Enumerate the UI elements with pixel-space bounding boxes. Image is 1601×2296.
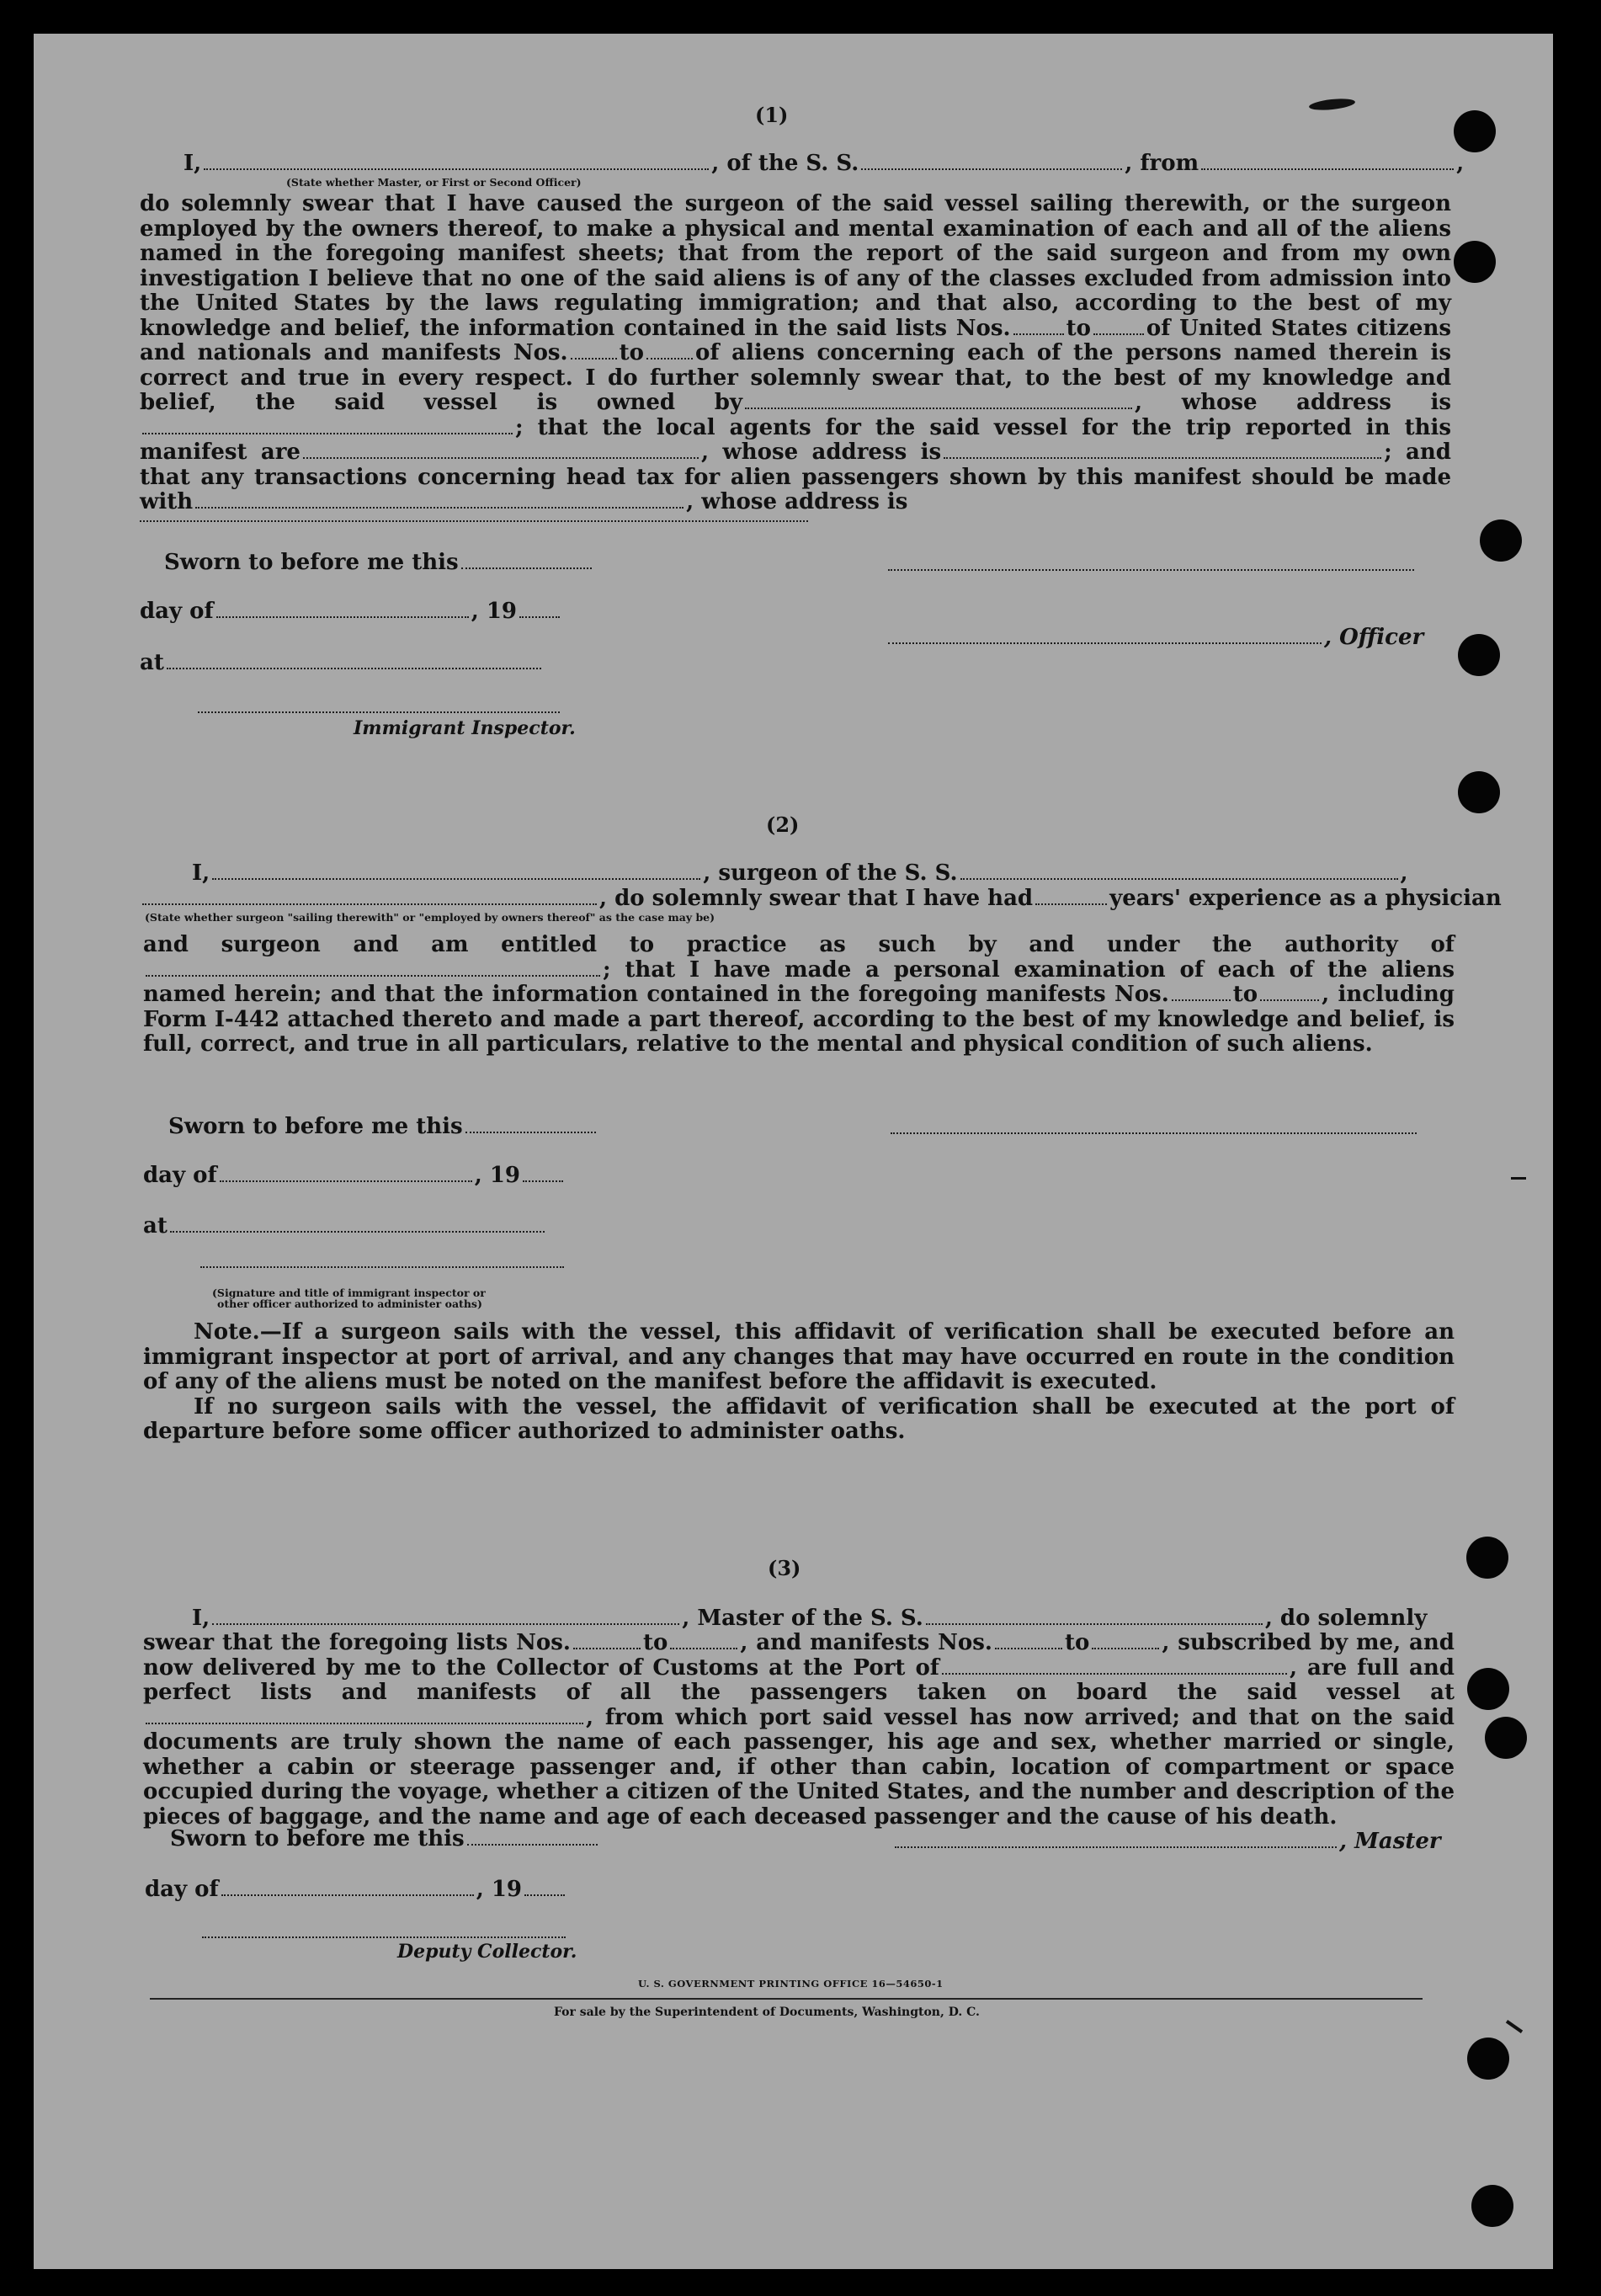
- sec1-to2-label: to: [619, 340, 644, 365]
- sec3-lists-from-field[interactable]: [573, 1641, 641, 1649]
- sec3-vessel-name-field[interactable]: [926, 1617, 1263, 1625]
- sec3-port-field[interactable]: [942, 1666, 1287, 1675]
- sec1-officer-line: [886, 626, 1423, 650]
- sec3-sworn-line: [170, 1827, 600, 1851]
- sec2-years-field[interactable]: [1035, 897, 1107, 905]
- sec2-day-line: [143, 1164, 566, 1188]
- sec3-day-line: [145, 1878, 567, 1902]
- sec1-owner-field[interactable]: [745, 401, 1132, 409]
- sec3-to-label: to: [642, 1630, 668, 1655]
- ink-smudge: [1511, 1177, 1526, 1180]
- binder-hole: [1485, 1717, 1527, 1759]
- sec1-inspector-label: Immigrant Inspector.: [354, 717, 576, 739]
- sec2-manifests-to-field[interactable]: [1260, 993, 1319, 1001]
- sec1-lists-from-field[interactable]: [1013, 327, 1064, 335]
- sec1-whose-address-is: whose address is: [722, 439, 942, 465]
- sec2-year-label: , 19: [474, 1163, 521, 1188]
- sec3-are-full: , are full and perfect lists and manifests of all the passengers taken on board the said vessel at: [143, 1654, 1455, 1705]
- sec2-day-of-label: day of: [143, 1163, 217, 1188]
- sec1-lists-to-field[interactable]: [1093, 327, 1144, 335]
- sec2-signature-field[interactable]: [891, 1131, 1417, 1134]
- sec2-sig-note-2: other officer authorized to administer oaths): [217, 1297, 482, 1310]
- sec3-body: [143, 1631, 1455, 1830]
- binder-hole: [1454, 241, 1496, 283]
- sec1-comma: ,: [1456, 151, 1465, 176]
- sec2-surgeon-status-field[interactable]: [142, 897, 597, 905]
- sec2-note: [143, 1320, 1455, 1445]
- sec2-inspector-signature-field[interactable]: [200, 1265, 564, 1268]
- sec1-head-tax-field[interactable]: [195, 500, 683, 509]
- sec2-comma: ,: [1400, 860, 1408, 886]
- sec3-master-of-label: , Master of the S. S.: [682, 1606, 923, 1631]
- sec3-sworn-label: Sworn to before me this: [170, 1826, 465, 1851]
- sec2-vessel-name-field[interactable]: [960, 871, 1398, 880]
- sec2-note-p2: If no surgeon sails with the vessel, the affidavit of verification shall be executed at the port of departure before some officer authorized to administer oaths.: [143, 1393, 1455, 1444]
- sec3-manifests-from-field[interactable]: [995, 1641, 1062, 1649]
- sec1-signature-field[interactable]: [888, 567, 1414, 571]
- sec1-officer-signature-field[interactable]: [888, 636, 1322, 644]
- sec2-manifests-from-field[interactable]: [1172, 993, 1231, 1001]
- sec1-body-e: ; and that any transactions concerning head tax for alien passengers shown by this manifest should be made with: [140, 439, 1451, 514]
- sec1-vessel-name-field[interactable]: [861, 162, 1122, 170]
- binder-hole: [1454, 110, 1496, 152]
- sec3-master-signature-field[interactable]: [895, 1840, 1337, 1848]
- sec2-authority-field[interactable]: [146, 968, 600, 977]
- sec3-deputy-signature-field[interactable]: [202, 1935, 566, 1938]
- form-sheet: [34, 34, 1553, 2269]
- sec1-body-d: that the local agents for the said vessel for the trip reported in this manifest are: [140, 414, 1451, 465]
- sec2-surgeon-of-label: , surgeon of the S. S.: [703, 860, 958, 886]
- sec1-day-month-field[interactable]: [216, 610, 469, 618]
- sec1-to-label: to: [1066, 315, 1091, 341]
- sec3-day-of-label: day of: [145, 1877, 219, 1902]
- sec1-sworn-label: Sworn to before me this: [164, 550, 459, 575]
- sec3-body-a: swear that the foregoing lists Nos.: [143, 1630, 571, 1655]
- sec3-year-field[interactable]: [524, 1888, 565, 1896]
- sec3-and-manifests: , and manifests Nos.: [740, 1630, 992, 1655]
- sec3-master-line: [892, 1830, 1441, 1854]
- sec1-owner-address-field[interactable]: [142, 426, 513, 434]
- binder-hole: [1480, 519, 1522, 562]
- sec3-embark-port-field[interactable]: [146, 1716, 583, 1724]
- sec1-of-ss-label: , of the S. S.: [711, 151, 859, 176]
- sec1-whose-address: , whose address is: [1135, 390, 1452, 415]
- sec1-at-line: [140, 651, 544, 675]
- sec1-year-field[interactable]: [519, 610, 560, 618]
- sec3-oath-line: [192, 1606, 1427, 1631]
- section-2-heading: (2): [766, 812, 800, 837]
- sec1-day-of-label: day of: [140, 599, 214, 624]
- sec3-deputy-label: Deputy Collector.: [397, 1941, 577, 1963]
- sec2-semicolon: ;: [603, 956, 611, 983]
- sec1-agents-field[interactable]: [303, 450, 699, 459]
- sec2-status-note: (State whether surgeon "sailing therewith" or "employed by owners thereof" as the case may be): [145, 911, 715, 924]
- sale-note: For sale by the Superintendent of Documents, Washington, D. C.: [554, 2006, 980, 2019]
- sec3-body-b: , from which port said vessel has now arrived; and that on the said documents are truly shown the name of each passenger, his age and sex, whether married or single, whether a cabin or steerage passenger and, if other than cabin, location of compartment or space occupied during the voyage, whether a citizen of the United States, and the number and description of the pieces of baggage, and the name and age of each deceased passenger and the cause of his death.: [143, 1704, 1455, 1830]
- binder-hole: [1467, 2038, 1509, 2080]
- sec2-sworn-label: Sworn to before me this: [168, 1114, 463, 1139]
- ink-smudge: [1309, 97, 1356, 112]
- ink-smudge: [1506, 2020, 1523, 2033]
- sec3-master-name-field[interactable]: [212, 1617, 679, 1625]
- binder-hole: [1467, 1668, 1509, 1710]
- sec1-manifests-to-field[interactable]: [646, 351, 693, 360]
- sec1-inspector-signature-field[interactable]: [198, 710, 560, 713]
- sec1-body: [140, 192, 1451, 515]
- sec2-sworn-day-field[interactable]: [465, 1125, 596, 1133]
- sec2-sworn-line: [168, 1115, 598, 1139]
- sec3-to2-label: to: [1064, 1630, 1090, 1655]
- sec1-manifests-from-field[interactable]: [571, 351, 617, 360]
- sec2-do-solemnly: , do solemnly swear that I have had: [599, 886, 1034, 911]
- footer-rule: [150, 1998, 1423, 2000]
- sec1-body-b: of United States citizens and nationals and manifests Nos.: [140, 315, 1451, 365]
- sec3-day-month-field[interactable]: [221, 1888, 474, 1896]
- sec1-officer-name-field[interactable]: [204, 162, 709, 170]
- binder-hole: [1458, 634, 1500, 676]
- sec3-manifests-to-field[interactable]: [1092, 1641, 1159, 1649]
- sec1-semicolon: ;: [515, 414, 524, 440]
- sec1-comma2: ,: [700, 439, 710, 465]
- sec3-master-label: , Master: [1339, 1829, 1441, 1854]
- sec2-oath-line: [192, 861, 1408, 886]
- section-3-heading: (3): [768, 1556, 801, 1580]
- sec3-i-label: I,: [192, 1606, 210, 1631]
- sec2-day-month-field[interactable]: [220, 1174, 472, 1182]
- sec1-body-c: of aliens concerning each of the persons named therein is correct and true in every respect. I do further solemnly swear that, to the best of my knowledge and belief, the said vessel is owned by: [140, 340, 1451, 415]
- sec2-at-line: [143, 1214, 547, 1239]
- sec1-oath-line: [184, 152, 1464, 176]
- binder-hole: [1471, 2185, 1513, 2227]
- sec2-at-label: at: [143, 1213, 168, 1239]
- sec1-officer-label: , Officer: [1324, 625, 1424, 650]
- sec3-sworn-day-field[interactable]: [467, 1837, 598, 1846]
- sec1-rank-note: (State whether Master, or First or Second Officer): [286, 176, 582, 189]
- sec2-years-exp: years' experience as a physician: [1109, 886, 1502, 911]
- sec1-sworn-line: [164, 551, 594, 575]
- sec1-day-line: [140, 599, 562, 624]
- sec2-body-b: that I have made a personal examination of each of the aliens named herein; and that the information contained in the foregoing manifests Nos.: [143, 956, 1455, 1007]
- sec2-i-label: I,: [192, 860, 210, 886]
- sec2-body: [143, 933, 1455, 1057]
- sec1-at-place-field[interactable]: [167, 661, 541, 669]
- sec2-at-place-field[interactable]: [170, 1224, 545, 1233]
- sec1-head-tax-address-field[interactable]: [140, 519, 808, 522]
- gpo-imprint: U. S. GOVERNMENT PRINTING OFFICE 16—54650-1: [638, 1978, 944, 1990]
- sec3-lists-to-field[interactable]: [670, 1641, 737, 1649]
- sec2-experience-line: [140, 887, 1502, 911]
- sec1-at-label: at: [140, 650, 164, 675]
- sec2-body-c: , including Form I-442 attached thereto and made a part thereof, according to the best of my knowledge and belief, is full, correct, and true in all particulars, relative to the mental and physical condition of such aliens.: [143, 982, 1455, 1057]
- sec1-agents-address-field[interactable]: [944, 450, 1381, 459]
- sec2-surgeon-name-field[interactable]: [212, 871, 700, 880]
- sec2-year-field[interactable]: [523, 1174, 563, 1182]
- section-1-heading: (1): [755, 103, 789, 127]
- binder-hole: [1458, 771, 1500, 813]
- sec2-to-label: to: [1232, 982, 1258, 1007]
- sec1-year-label: , 19: [471, 599, 518, 624]
- sec2-sig-note-1: (Signature and title of immigrant inspector or: [212, 1287, 486, 1299]
- binder-hole: [1466, 1537, 1508, 1579]
- sec1-i-label: I,: [184, 151, 202, 176]
- sec1-body-a: do solemnly swear that I have caused the surgeon of the said vessel sailing therewith, or the surgeon employed by the owners thereof, to make a physical and mental examination of each and all of the aliens named in the foregoing manifest sheets; that from the report of the said surgeon and from my own investigation I believe that no one of the said aliens is of any of the classes excluded from admission into the United States by the laws regulating immigration; and that also, according to the best of my knowledge and belief, the information contained in the said lists Nos.: [140, 191, 1451, 341]
- sec3-do-solemnly: , do solemnly: [1264, 1606, 1428, 1631]
- sec1-from-label: , from: [1125, 151, 1199, 176]
- sec2-body-a: and surgeon and am entitled to practice as such by and under the authority of: [143, 932, 1455, 957]
- sec3-subscribed: , subscribed by me, and now delivered by me to the Collector of Customs at the Port of: [143, 1630, 1455, 1681]
- sec2-note-p1: Note.—If a surgeon sails with the vessel, this affidavit of verification shall be executed before an immigrant inspector at port of arrival, and any changes that may have occurred en route in the condition of any of the aliens must be noted on the manifest before the affidavit is executed.: [143, 1319, 1455, 1394]
- sec1-whose-address-end: , whose address is: [686, 489, 908, 514]
- sec1-from-port-field[interactable]: [1201, 162, 1454, 170]
- sec3-year-label: , 19: [476, 1877, 523, 1902]
- sec1-sworn-day-field[interactable]: [461, 561, 592, 569]
